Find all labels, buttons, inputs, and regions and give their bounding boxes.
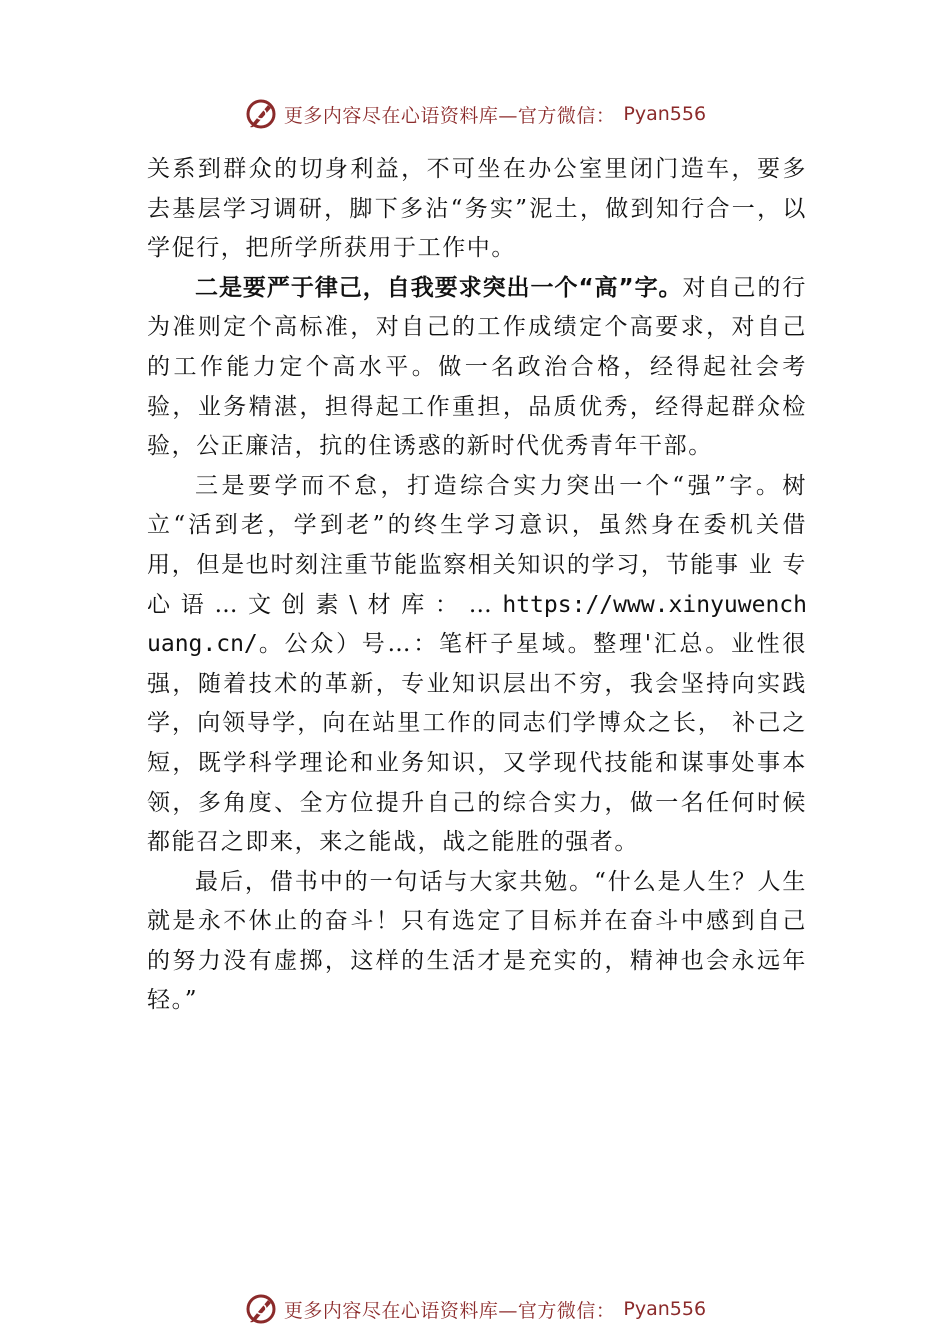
paragraph-2-heading: 二是要严于律己，自我要求突出一个“高”字。 — [195, 274, 683, 301]
footer-wechat-id: Pyan556 — [623, 1298, 707, 1320]
paragraph-3-part-a: 三是要学而不怠，打造综合实力突出一个“强”字。树 立“活到老，学到老”的终生学习意识，虽然身在委机关借用，但是也时刻注重节能监察相关知识的学习，节能事 业 专 心 语 … 文 创 素 \ 材 库 ： … — [147, 472, 807, 618]
header-banner-text: 更多内容尽在心语资料库—官方微信： — [283, 104, 616, 127]
footer-banner-text: 更多内容尽在心语资料库—官方微信： — [283, 1299, 616, 1322]
header-banner-inner — [244, 97, 706, 131]
document-body — [147, 150, 807, 1021]
paragraph-3 — [147, 467, 807, 863]
paragraph-2-body: 对自己的行为准则定个高标准，对自己的工作成绩定个高要求，对自己的工作能力定个高水平。做一名政治合格，经得起社会考验，业务精湛，担得起工作重担，品质优秀，经得起群众检验，公正廉洁，抗的住诱惑的新时代优秀青年干部。 — [147, 274, 807, 460]
header-banner — [0, 94, 950, 134]
brush-pen-logo-icon — [244, 1292, 278, 1326]
footer-banner-inner — [244, 1292, 706, 1326]
paragraph-3-url: https://www.xinyuwenchuang.cn/ — [147, 591, 807, 658]
header-wechat-id: Pyan556 — [623, 103, 707, 125]
paragraph-2 — [147, 269, 807, 467]
footer-banner — [0, 1289, 950, 1329]
paragraph-4: 最后，借书中的一句话与大家共勉。“什么是人生？人生就是永不休止的奋斗！只有选定了目标并在奋斗中感到自己的努力没有虚掷，这样的生活才是充实的，精神也会永远年轻。” — [147, 868, 807, 1014]
paragraph-3-part-b: 。公众）号…：笔杆子星域。整理'汇总。业性很强，随着技术的革新，专业知识层出不穷，我会坚持向实践学，向领导学，向在站里工作的同志们学博众之长， 补己之短，既学科学理论和业务知识，又学现代技能和谋事处事本领，多角度、全方位提升自己的综合实力，做一名任何时候都能召之即来，来之能战，战之能胜的强者。 — [147, 631, 807, 856]
paragraph-1: 关系到群众的切身利益，不可坐在办公室里闭门造车，要多去基层学习调研，脚下多沾“务实”泥土，做到知行合一，以学促行，把所学所获用于工作中。 — [147, 156, 807, 262]
brush-pen-logo-icon — [244, 97, 278, 131]
